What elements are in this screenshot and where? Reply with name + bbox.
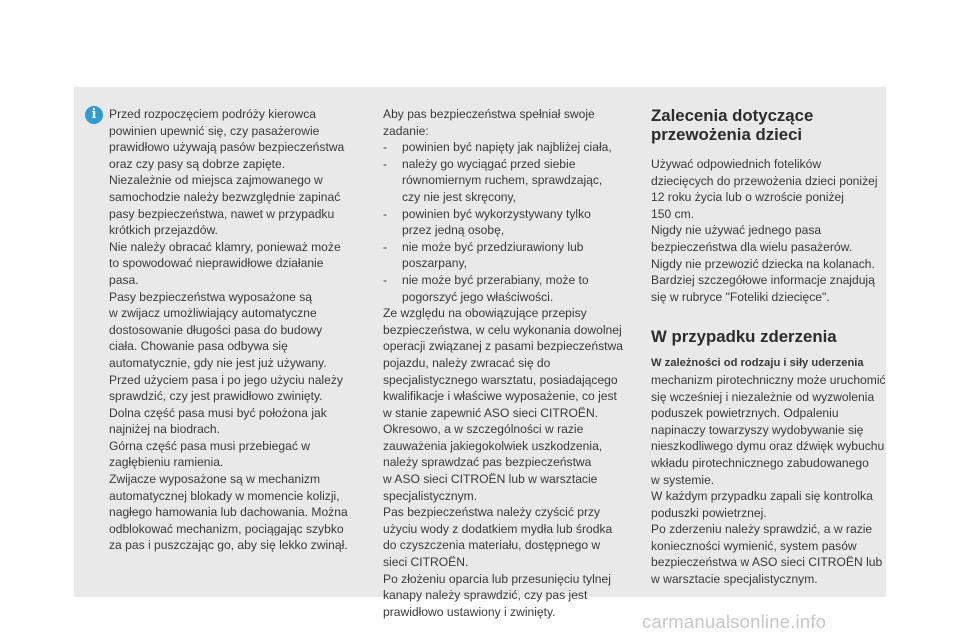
text-line: Górna część pasa musi przebiegać w	[109, 438, 310, 453]
text-line: najniżej na biodrach.	[109, 422, 220, 437]
text-line: dziecięcych do przewożenia dzieci poniżej	[651, 173, 878, 188]
column-seatbelt-info	[109, 106, 361, 554]
text-line: Przed użyciem pasa i po jego użyciu należy	[109, 372, 343, 387]
heading-child-transport	[651, 106, 892, 144]
heading-line: przewożenia dzieci	[651, 125, 803, 144]
text-line: poduszki powietrznej.	[651, 505, 767, 520]
text-line: to spowodować nieprawidłowe działanie	[109, 256, 324, 271]
text-line: ciała. Chowanie pasa odbywa się	[109, 339, 288, 354]
text-line: mechanizm pirotechniczny może uruchomić	[651, 372, 886, 387]
bullet-dash: -	[383, 156, 388, 171]
text-line: Po złożeniu oparcia lub przesunięciu tylnej	[383, 571, 611, 586]
text-line: samochodzie należy bezwzględnie zapinać	[109, 189, 341, 204]
subheading: W zależności od rodzaju i siły uderzenia	[651, 357, 864, 370]
text-line: Zwijacze wyposażone są w mechanizm	[109, 472, 321, 487]
text-line: poduszek powietrznych. Odpaleniu	[651, 406, 839, 421]
text-line: prawidłowo używają pasów bezpieczeństwa	[109, 140, 345, 155]
text-line: się w rubryce "Foteliki dziecięce".	[651, 289, 830, 304]
text-line: Używać odpowiednich fotelików	[651, 157, 822, 171]
text-line: dostosowanie długości pasa do budowy	[109, 322, 323, 337]
text-line: w systemie.	[651, 472, 715, 487]
text-line: Nie należy obracać klamry, ponieważ może	[109, 239, 341, 254]
text-line: zadanie:	[383, 123, 429, 138]
text-line: krótkich przejazdów.	[109, 223, 218, 238]
text-line: odblokować mechanizm, pociągając szybko	[109, 521, 344, 536]
text-line: automatycznej blokady w momencie kolizji,	[109, 488, 340, 503]
bullet-text-line: poszarpany,	[402, 256, 467, 271]
text-line: specjalistycznym.	[383, 488, 478, 503]
text-line: sprawdzić, czy jest prawidłowo zwinięty.	[109, 389, 323, 404]
text-line: 150 cm.	[651, 206, 695, 221]
text-line: wkładu pirotechnicznego zabudowanego	[651, 455, 869, 470]
text-line: napinaczy towarzyszy wydobywanie się	[651, 422, 864, 437]
text-line: Aby pas bezpieczeństwa spełniał swoje	[383, 107, 595, 121]
text-line: do czyszczenia materiału, dostępnego w	[383, 538, 601, 553]
text-line: pasa.	[109, 272, 139, 287]
column-seatbelt-care	[383, 106, 632, 620]
text-line: W każdym przypadku zapali się kontrolka	[651, 489, 873, 504]
text-line: za pas i puszczając go, aby się lekko zwinął.	[109, 538, 348, 553]
info-icon: i	[85, 106, 103, 124]
text-line: zagłębieniu ramienia.	[109, 455, 224, 470]
heading-collision: W przypadku zderzenia	[651, 327, 837, 347]
bullet-text-line: należy go wyciągać przed siebie	[402, 156, 576, 171]
text-line: specjalistycznego warsztatu, posiadającego	[383, 372, 618, 387]
bullet-text-line: powinien być napięty jak najbliżej ciała,	[402, 140, 612, 155]
text-line: Pas bezpieczeństwa należy czyścić przy	[383, 505, 601, 520]
text-line: w warsztacie specjalistycznym.	[651, 572, 818, 587]
text-line: Niezależnie od miejsca zajmowanego w	[109, 173, 323, 188]
text-line: operacji związanej z pasami bezpieczeństwa	[383, 339, 623, 354]
bullet-text-line: pogorszyć jego właściwości.	[402, 289, 554, 304]
text-line: kanapy należy sprawdzić, czy pas jest	[383, 588, 588, 603]
bullet-text-line: nie może być przedziurawiony lub	[402, 239, 584, 254]
text-line: prawidłowo ustawiony i zwinięty.	[383, 604, 556, 619]
text-line: bezpieczeństwa, w celu wykonania dowolnej	[383, 322, 622, 337]
text-line: automatycznie, gdy nie jest już używany.	[109, 355, 327, 370]
text-line: w ASO sieci CITROËN lub w warsztacie	[383, 472, 598, 487]
bullet-item	[383, 139, 632, 156]
text-line: Nigdy nie używać jednego pasa	[651, 223, 822, 238]
text-line: pojazdu, należy zwracać się do	[383, 355, 551, 370]
bullet-dash: -	[383, 206, 388, 221]
text-line: w zwijacz umożliwiający automatyczne	[109, 306, 317, 321]
bullet-text-line: nie może być przerabiany, może to	[402, 272, 589, 287]
text-line: nieszkodliwego dymu oraz dźwięk wybuchu	[651, 439, 885, 454]
heading-line: Zalecenia dotyczące	[651, 106, 814, 125]
text-line: oraz czy pasy są dobrze zapięte.	[109, 156, 286, 171]
bullet-item	[383, 156, 632, 206]
text-line: bezpieczeństwa dla wielu pasażerów.	[651, 239, 853, 254]
bullet-dash: -	[383, 272, 388, 287]
text-line: Dolna część pasa musi być położona jak	[109, 405, 327, 420]
text-line: Ze względu na obowiązujące przepisy	[383, 306, 587, 321]
bullet-dash: -	[383, 140, 388, 155]
text-line: zauważenia jakiegokolwiek uszkodzenia,	[383, 438, 603, 453]
text-line: konieczności wymienić, system pasów	[651, 538, 857, 553]
watermark: carmanualsonline.info	[642, 611, 827, 632]
text-line: należy sprawdzać pas bezpieczeństwa	[383, 455, 592, 470]
bullet-text-line: równomiernym ruchem, sprawdzając,	[402, 173, 603, 188]
text-line: pasy bezpieczeństwa, nawet w przypadku	[109, 206, 335, 221]
text-line: 12 roku życia lub o wzroście poniżej	[651, 190, 844, 205]
bullet-item	[383, 272, 632, 305]
text-line: Okresowo, a w szczególności w razie	[383, 422, 584, 437]
text-line: Nigdy nie przewozić dziecka na kolanach.	[651, 256, 875, 271]
bullet-item	[383, 206, 632, 239]
text-line: Po zderzeniu należy sprawdzić, a w razie	[651, 522, 873, 537]
text-line: Bardziej szczegółowe informacje znajdują	[651, 273, 875, 288]
text-line: Pasy bezpieczeństwa wyposażone są	[109, 289, 313, 304]
text-line: użyciu wody z dodatkiem mydła lub środka	[383, 521, 613, 536]
bullet-text-line: czy nie jest skręcony,	[402, 189, 517, 204]
bullet-text-line: przez jedną osobę,	[402, 223, 505, 238]
text-line: kwalifikacje i właściwe wyposażenie, co jest	[383, 389, 617, 404]
text-line: sieci CITROËN.	[383, 555, 469, 570]
bullet-dash: -	[383, 239, 388, 254]
bullet-item	[383, 239, 632, 272]
bullet-text-line: powinien być wykorzystywany tylko	[402, 206, 591, 221]
text-line: powinien upewnić się, czy pasażerowie	[109, 123, 320, 138]
text-line: Przed rozpoczęciem podróży kierowca	[109, 107, 317, 121]
text-line: się wcześniej i niezależnie od wyzwolenia	[651, 389, 875, 404]
text-line: bezpieczeństwa w ASO sieci CITROËN lub	[651, 555, 883, 570]
column-children-collision	[651, 106, 892, 588]
text-line: nagłego hamowania lub dachowania. Można	[109, 505, 348, 520]
text-line: w stanie zapewnić ASO sieci CITROËN.	[383, 405, 599, 420]
